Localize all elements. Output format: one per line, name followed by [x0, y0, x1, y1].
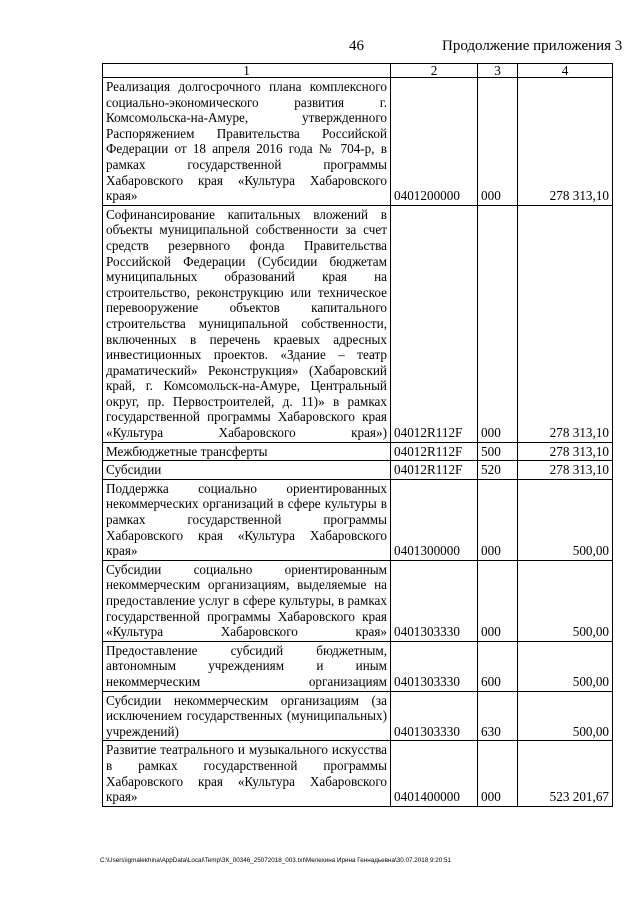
row-sum: 278 313,10	[518, 205, 613, 442]
table-row	[103, 205, 613, 442]
row-name: Поддержка социально ориентированных некоммерческих организаций в сфере культуры в рамках государственной программы Хабаровского края «Культура Хабаровского края»	[103, 479, 391, 560]
row-sum: 523 201,67	[518, 741, 613, 806]
table-row	[103, 78, 613, 206]
row-code: 0401300000	[391, 479, 478, 560]
table-header-row	[103, 64, 613, 78]
row-vr: 000	[478, 78, 518, 206]
row-sum: 500,00	[518, 641, 613, 691]
row-sum: 278 313,10	[518, 461, 613, 480]
table-row	[103, 741, 613, 806]
row-sum: 278 313,10	[518, 78, 613, 206]
column-header: 3	[478, 64, 518, 78]
row-name: Развитие театрального и музыкального искусства в рамках государственной программы Хабаровского края «Культура Хабаровского края»	[103, 741, 391, 806]
column-header: 2	[391, 64, 478, 78]
table-row	[103, 479, 613, 560]
row-code: 0401400000	[391, 741, 478, 806]
row-name: Межбюджетные трансферты	[103, 442, 391, 461]
table-row	[103, 442, 613, 461]
row-code: 0401200000	[391, 78, 478, 206]
table-row	[103, 691, 613, 741]
row-name: Субсидии некоммерческим организациям (за исключением государственных (муниципальных) учреждений)	[103, 691, 391, 741]
row-code: 0401303330	[391, 641, 478, 691]
row-sum: 278 313,10	[518, 442, 613, 461]
row-vr: 000	[478, 560, 518, 641]
row-name: Софинансирование капитальных вложений в объекты муниципальной собственности за счет средств резервного фонда Правительства Российской Федерации (Субсидии бюджетам муниципальных образований края на строительство, реконструкцию или техническое перевооружение объектов капитального строительства муниципальной собственности, включенных в перечень краевых адресных инвестиционных проектов. «Здание – театр драматический» Реконструкция» (Хабаровский край, г. Комсомольск-на-Амуре, Центральный округ, пр. Первостроителей, д. 11)» в рамках государственной программы Хабаровского края «Культура Хабаровского края»)	[103, 205, 391, 442]
row-name: Субсидии социально ориентированным некоммерческим организациям, выделяемые на предоставление услуг в сфере культуры, в рамках государственной программы Хабаровского края «Культура Хабаровского края»	[103, 560, 391, 641]
row-vr: 600	[478, 641, 518, 691]
column-header: 1	[103, 64, 391, 78]
budget-table	[102, 63, 613, 807]
row-code: 04012R112F	[391, 205, 478, 442]
row-vr: 500	[478, 442, 518, 461]
row-vr: 000	[478, 205, 518, 442]
row-name: Субсидии	[103, 461, 391, 480]
continuation-title: Продолжение приложения 3	[442, 38, 623, 54]
row-vr: 520	[478, 461, 518, 480]
row-vr: 630	[478, 691, 518, 741]
row-code: 04012R112F	[391, 461, 478, 480]
page-number: 46	[349, 38, 364, 54]
footer-file-path: C:\Users\igmalekhina\AppData\Local\Temp\ЗК_00346_25072018_003.txt\Мелехина Ирина Геннадьевна\30.07.2018 9:20:51	[100, 857, 452, 864]
row-vr: 000	[478, 479, 518, 560]
row-vr: 000	[478, 741, 518, 806]
row-code: 0401303330	[391, 560, 478, 641]
row-sum: 500,00	[518, 560, 613, 641]
row-code: 04012R112F	[391, 442, 478, 461]
row-code: 0401303330	[391, 691, 478, 741]
column-header: 4	[518, 64, 613, 78]
row-sum: 500,00	[518, 479, 613, 560]
table-row	[103, 641, 613, 691]
row-name: Предоставление субсидий бюджетным, автономным учреждениям и иным некоммерческим организациям	[103, 641, 391, 691]
row-sum: 500,00	[518, 691, 613, 741]
table-row	[103, 461, 613, 480]
table-row	[103, 560, 613, 641]
row-name: Реализация долгосрочного плана комплексного социально-экономического развития г. Комсомольска-на-Амуре, утвержденного Распоряжением Правительства Российской Федерации от 18 апреля 2016 года № 704-р, в рамках государственной программы Хабаровского края «Культура Хабаровского края»	[103, 78, 391, 206]
